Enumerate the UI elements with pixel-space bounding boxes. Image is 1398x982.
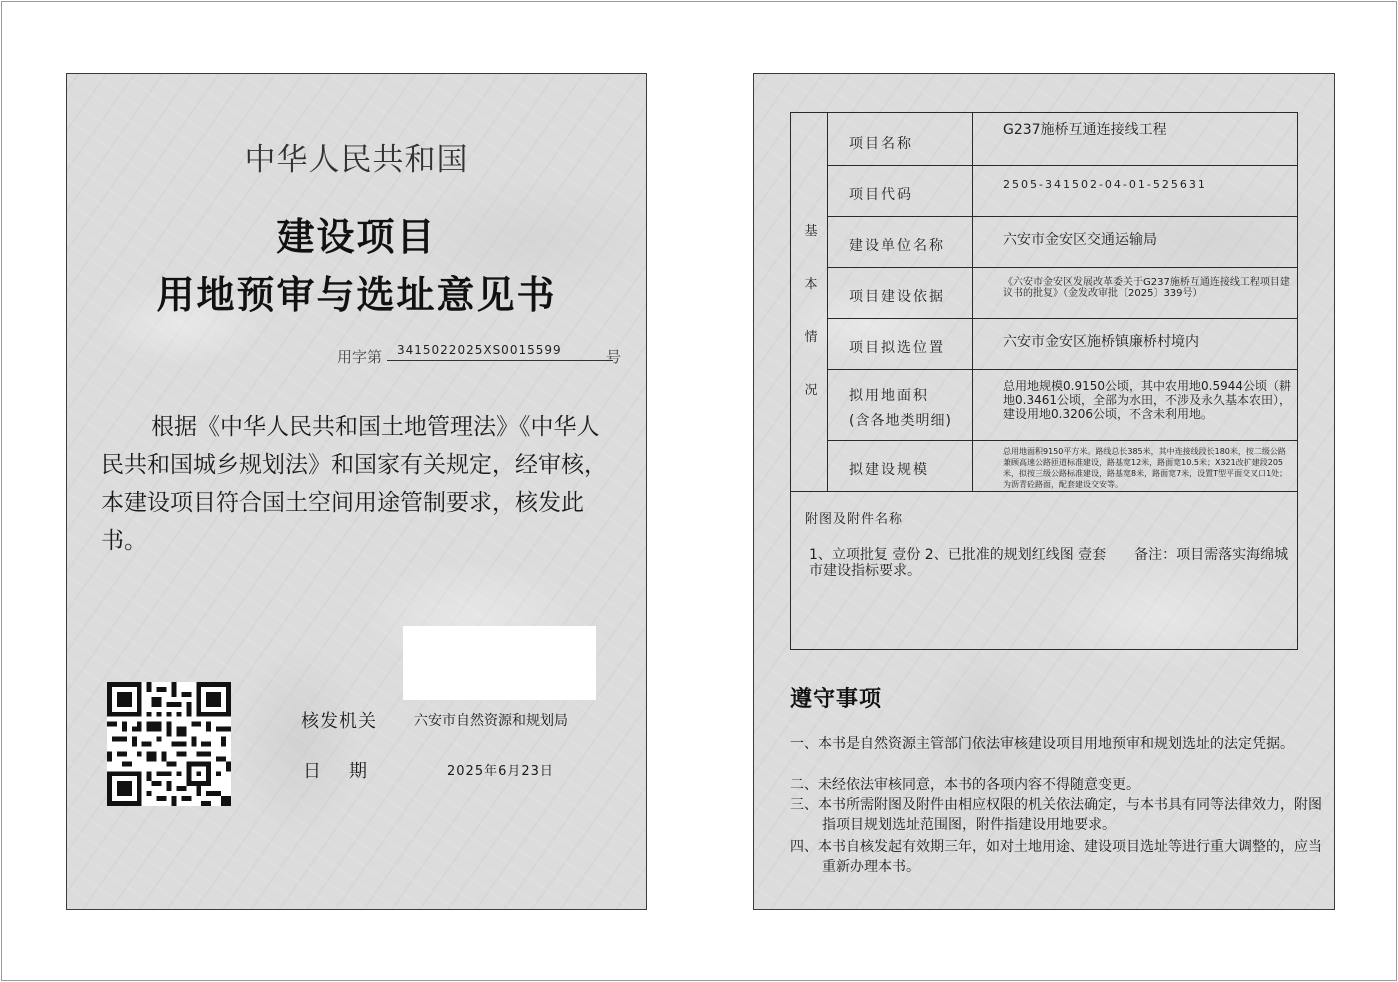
rules-title: 遵守事项: [790, 687, 883, 712]
rule-item: 一、本书是自然资源主管部门依法审核建设项目用地预审和规划选址的法定凭据。: [790, 736, 1294, 752]
date-label: 日期: [303, 761, 395, 782]
row-value-basis: 《六安市金安区发展改革委关于G237施桥互通连接线工程项目建议书的批复》（金发改审批〔2025〕339号）: [1003, 277, 1290, 299]
qr-code-icon: [107, 682, 231, 806]
issuer-value: 六安市自然资源和规划局: [414, 713, 568, 729]
table-divider: [827, 216, 1297, 217]
basic-info-label: 基本情况: [804, 224, 818, 398]
approval-statement: 根据《中华人民共和国土地管理法》《中华人民共和国城乡规划法》和国家有关规定，经审核，本建设项目符合国土空间用途管制要求，核发此书。: [101, 414, 607, 554]
rule-item: 二、未经依法审核同意，本书的各项内容不得随意变更。: [790, 777, 1140, 793]
row-value-location: 六安市金安区施桥镇廉桥村境内: [1003, 334, 1199, 350]
serial-label: 用字第: [337, 348, 383, 366]
country-title: 中华人民共和国: [244, 142, 469, 178]
row-value-land-area: 总用地规模0.9150公顷，其中农用地0.5944公顷（耕地0.3461公顷，全部为水田，不涉及永久基本农田），建设用地0.3206公顷，不含未利用地。: [1003, 379, 1291, 421]
table-divider: [827, 369, 1297, 370]
row-label-location: 项目拟选位置: [849, 340, 945, 356]
certificate-cover-page: [66, 73, 647, 910]
date-value: 2025年6月23日: [447, 764, 554, 779]
rule-item: 三、本书所需附图及附件由相应权限的机关依法确定，与本书具有同等法律效力，附图指项目规划选址范围图，附件指建设用地要求。: [790, 797, 1322, 833]
row-label-scale: 拟建设规模: [849, 462, 929, 478]
row-label-project-code: 项目代码: [849, 187, 913, 203]
table-divider: [791, 491, 1297, 492]
table-divider: [972, 113, 973, 491]
row-label-builder: 建设单位名称: [849, 238, 945, 254]
row-value-builder: 六安市金安区交通运输局: [1003, 232, 1157, 248]
serial-number: 3415022025XS0015599: [387, 340, 613, 361]
rule-item: 四、本书自核发起有效期三年，如对土地用途、建设项目选址等进行重大调整的，应当重新办理本书。: [790, 839, 1322, 875]
issuer-label: 核发机关: [301, 711, 377, 732]
attachments-title: 附图及附件名称: [805, 512, 904, 527]
attachments-text: 1、立项批复 壹份 2、已批准的规划红线图 壹套 备注：项目需落实海绵城市建设指标要求。: [809, 547, 1289, 579]
row-label-project-name: 项目名称: [849, 136, 913, 152]
serial-suffix: 号: [606, 348, 622, 366]
document-title-line2: 用地预审与选址意见书: [156, 273, 557, 317]
table-divider: [827, 318, 1297, 319]
table-divider: [827, 165, 1297, 166]
row-value-project-code: 2505-341502-04-01-525631: [1003, 178, 1207, 191]
table-divider: [827, 113, 828, 491]
row-value-scale: 总用地面积9150平方米。路线总长385米，其中连接线段长180米，按二级公路兼顾高速公路匝道标准建设，路基宽12米，路面宽10.5米；X321改扩建段205米，拟按三级公路标准建设，路基宽8米，路面宽7米，设置T型平面交叉口1处；为沥青砼路面，配套建设交安等。: [1003, 447, 1288, 489]
seal-area: [403, 626, 596, 700]
certificate-details-page: [753, 73, 1335, 910]
project-info-table: [790, 112, 1298, 650]
document-title-line1: 建设项目: [276, 215, 437, 259]
row-label-basis: 项目建设依据: [849, 289, 945, 305]
table-divider: [827, 267, 1297, 268]
row-label-land-area: 拟用地面积: [849, 388, 929, 404]
row-value-project-name: G237施桥互通连接线工程: [1003, 122, 1167, 138]
table-divider: [827, 440, 1297, 441]
row-label-land-area-detail: (含各地类明细): [849, 413, 952, 429]
